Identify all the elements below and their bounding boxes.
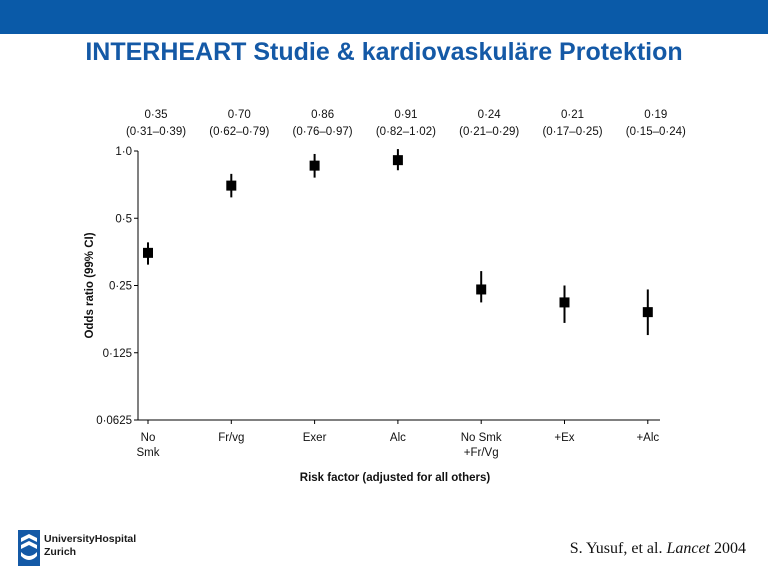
y-tick-label: 1·0 xyxy=(115,146,132,158)
x-tick-label: +Alc xyxy=(636,432,660,444)
data-point xyxy=(560,297,570,307)
value-label: 0·86 xyxy=(311,109,335,121)
value-label: 0·21 xyxy=(560,109,585,121)
usz-logo-icon xyxy=(18,530,40,566)
value-label: 0·19 xyxy=(644,109,668,121)
x-tick-label: Alc xyxy=(389,432,406,444)
y-tick-label: 0·5 xyxy=(115,213,132,226)
data-point xyxy=(226,181,236,191)
data-point xyxy=(310,161,320,171)
y-tick-label: 0·125 xyxy=(102,347,132,360)
value-label: 0·70 xyxy=(227,109,251,121)
ci-label: (0·62–0·79) xyxy=(209,126,270,138)
citation-author: S. Yusuf, et al. xyxy=(569,540,663,557)
x-tick-label: Fr/vg xyxy=(218,432,245,444)
ci-label: (0·15–0·24) xyxy=(625,126,686,138)
ci-label: (0·82–1·02) xyxy=(375,126,436,138)
x-axis-label: Risk factor (adjusted for all others) xyxy=(299,472,491,484)
y-tick-label: 0·0625 xyxy=(96,415,132,427)
ci-label: (0·17–0·25) xyxy=(542,126,603,138)
x-tick-label: No Smk xyxy=(460,432,502,444)
value-label: 0·91 xyxy=(394,109,418,121)
citation-journal: Lancet xyxy=(666,540,710,557)
value-label: 0·24 xyxy=(477,109,501,121)
ci-label: (0·21–0·29) xyxy=(459,126,520,138)
ci-label: (0·76–0·97) xyxy=(292,126,353,138)
university-hospital-logo xyxy=(18,530,178,570)
x-tick-label: Smk xyxy=(136,447,160,459)
x-tick-label: No xyxy=(140,432,156,444)
x-tick-label: +Fr/Vg xyxy=(463,447,499,459)
data-point xyxy=(143,248,153,258)
y-tick-label: 0·25 xyxy=(108,280,132,293)
data-point xyxy=(393,155,403,165)
citation-year: 2004 xyxy=(714,540,746,557)
data-point xyxy=(476,284,486,294)
logo-line-1: UniversityHospital xyxy=(44,533,137,545)
y-axis-label: Odds ratio (99% CI) xyxy=(84,232,96,339)
slide-title: INTERHEART Studie & kardiovaskuläre Protektion xyxy=(85,38,683,66)
logo-line-2: Zurich xyxy=(44,546,77,558)
ci-label: (0·31–0·39) xyxy=(125,126,187,138)
value-label: 0·35 xyxy=(144,109,168,121)
data-point xyxy=(643,307,653,317)
citation xyxy=(570,540,746,558)
x-tick-label: +Ex xyxy=(554,432,575,444)
x-tick-label: Exer xyxy=(302,432,327,444)
